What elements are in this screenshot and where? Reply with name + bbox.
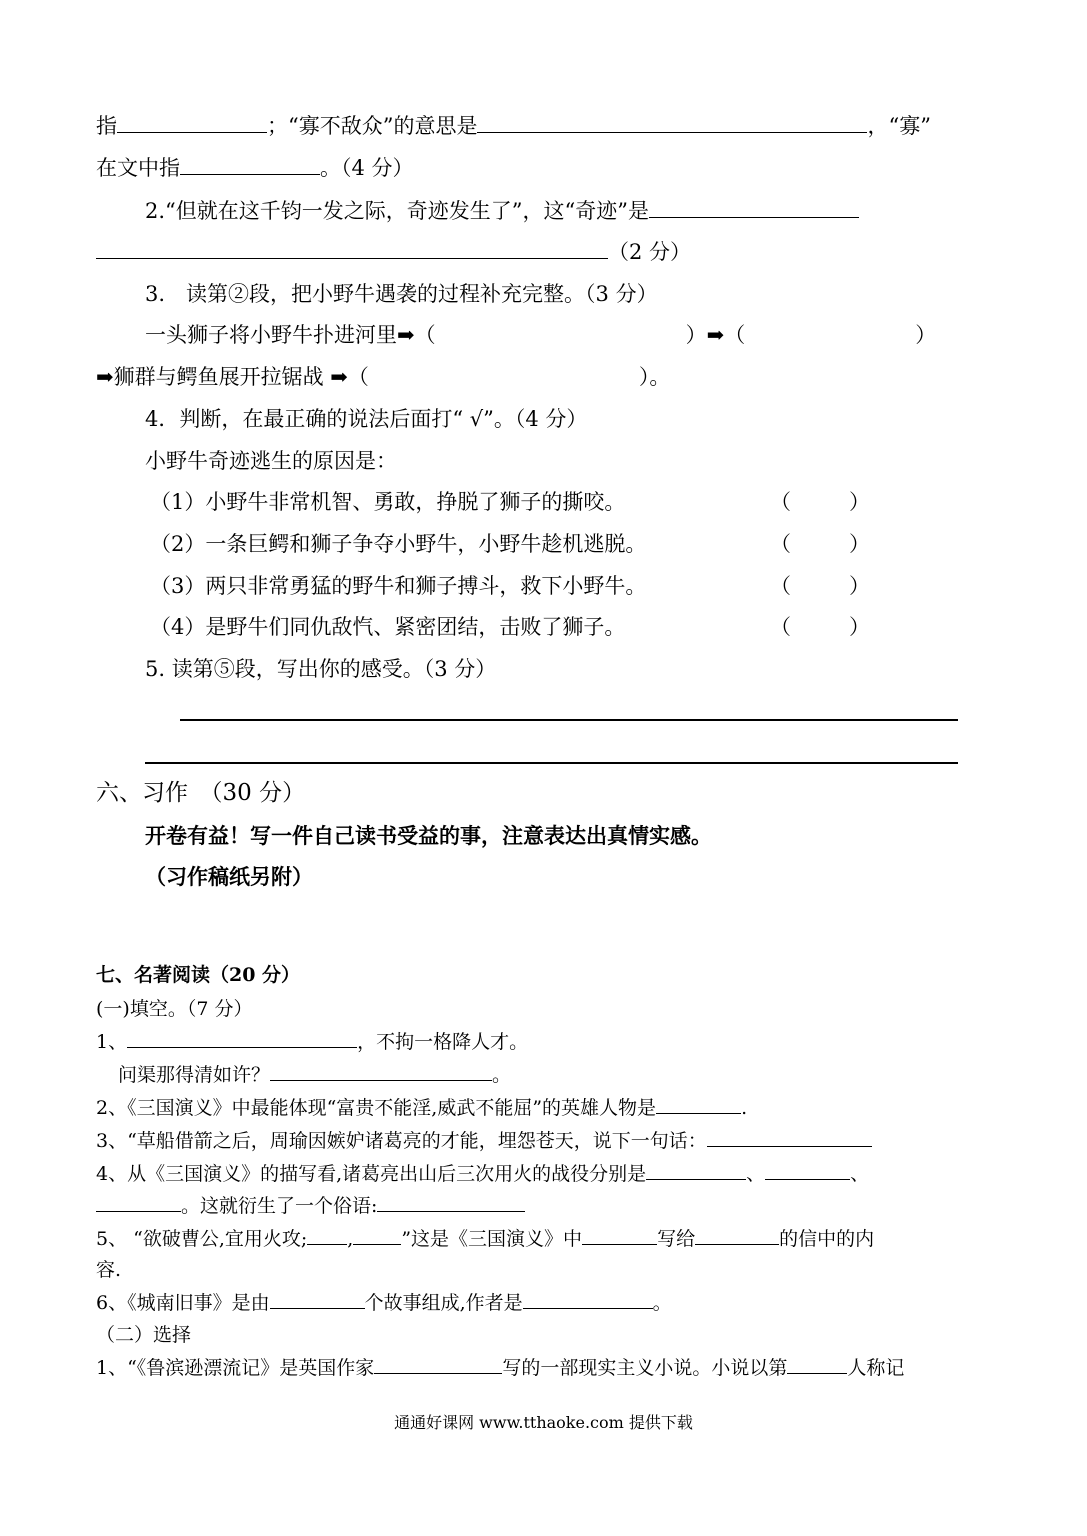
fill-5-text-d: 写给 — [657, 1228, 696, 1250]
q5-title: 5. 读第⑤段，写出你的感受。（3 分） — [145, 657, 497, 681]
paren-close: ） — [849, 615, 870, 639]
choice-1 — [96, 1354, 904, 1382]
fill-5b: 容. — [96, 1259, 122, 1281]
fill-5-text-e: 的信中的内 — [779, 1228, 875, 1250]
q1-blank-3[interactable] — [180, 154, 320, 175]
q4-option-2 — [150, 530, 646, 558]
fill-4 — [96, 1160, 869, 1188]
choice-1-text-a: 1、“《鲁滨逊漂流记》是英国作家 — [96, 1357, 375, 1379]
fill-6 — [96, 1289, 672, 1317]
choice-1-text-c: 人称记 — [847, 1357, 905, 1379]
q1-text-meaning: “寡不敌众”的意思是 — [288, 114, 478, 138]
fill-4b-text: 。这就衍生了一个俗语: — [181, 1195, 378, 1217]
q4-check-4[interactable] — [770, 613, 870, 641]
section7-heading: 七、名著阅读（20 分） — [96, 964, 301, 986]
q3-row2 — [96, 363, 670, 391]
q3-arrow: ）➡（ — [685, 323, 746, 347]
q5-answer-line-1[interactable] — [180, 719, 958, 721]
q4-check-2[interactable] — [770, 530, 870, 558]
q1-semicolon: ； — [267, 114, 288, 138]
fill-1b-text: 问渠那得清如许？ — [118, 1064, 271, 1086]
section6-prompt: 开卷有益！写一件自己读书受益的事，注意表达出真情实感。 — [145, 823, 712, 848]
q4-option-text: （3）两只非常勇猛的野牛和狮子搏斗，救下小野牛。 — [150, 574, 647, 598]
q4-check-3[interactable] — [770, 572, 870, 600]
fill-5-blank-1[interactable] — [307, 1226, 347, 1245]
choice-1-blank-1[interactable] — [374, 1355, 502, 1374]
section7-sub2: （二）选择 — [96, 1324, 192, 1346]
section7-sub1: (一)填空。（7 分） — [96, 998, 253, 1020]
paren-open: （ — [770, 532, 791, 556]
fill-1b-end: 。 — [492, 1064, 512, 1086]
fill-1 — [96, 1028, 528, 1056]
fill-6-blank-2[interactable] — [523, 1290, 653, 1309]
fill-5-blank-3[interactable] — [582, 1226, 657, 1245]
q3-paren-close: ） — [915, 323, 937, 347]
paren-open: （ — [770, 615, 791, 639]
fill-4-blank-1[interactable] — [646, 1161, 746, 1180]
q1-score: 。（4 分） — [320, 156, 414, 180]
q4-title: 4．判断，在最正确的说法后面打“ √”。（4 分） — [145, 407, 588, 431]
q1-line1 — [96, 112, 931, 140]
page-footer: 通通好课网 www.tthaoke.com 提供下载 — [394, 1413, 693, 1432]
q3-title: 3. 读第②段，把小野牛遇袭的过程补充完整。（3 分） — [145, 282, 658, 306]
fill-2-text: 2、《三国演义》中最能体现“富贵不能淫,威武不能屈”的英雄人物是 — [96, 1097, 657, 1119]
q4-option-3 — [150, 572, 646, 600]
fill-4b — [96, 1192, 525, 1220]
fill-2 — [96, 1094, 747, 1122]
fill-6-blank-1[interactable] — [270, 1290, 365, 1309]
q4-option-text: （2）一条巨鳄和狮子争夺小野牛，小野牛趁机逃脱。 — [150, 532, 647, 556]
q2-line2 — [96, 238, 691, 266]
fill-4-sep: 、 — [746, 1163, 766, 1185]
q3-end: ）。 — [638, 365, 671, 389]
fill-4-sep: 、 — [850, 1163, 870, 1185]
q2-blank-2[interactable] — [96, 238, 608, 259]
q2-line1 — [145, 197, 859, 225]
q5-answer-line-2[interactable] — [145, 762, 958, 764]
choice-1-text-b: 写的一部现实主义小说。小说以第 — [502, 1357, 788, 1379]
fill-5-text-a: 5、 “欲破曹公,宜用火攻; — [96, 1228, 308, 1250]
paren-open: （ — [770, 574, 791, 598]
paren-close: ） — [849, 574, 870, 598]
q2-text: 2.“但就在这千钧一发之际，奇迹发生了”，这“奇迹”是 — [145, 199, 649, 223]
q1-text-zaiwen: 在文中指 — [96, 156, 180, 180]
fill-6-text-a: 6、《城南旧事》是由 — [96, 1292, 270, 1314]
paren-close: ） — [849, 490, 870, 514]
q1-line2 — [96, 154, 414, 182]
choice-1-blank-2[interactable] — [787, 1355, 847, 1374]
q4-option-text: （1）小野牛非常机智、勇敢，挣脱了狮子的撕咬。 — [150, 490, 626, 514]
q3-step3: ➡狮群与鳄鱼展开拉锯战 ➡（ — [96, 365, 369, 389]
fill-3-blank[interactable] — [707, 1128, 872, 1147]
fill-4b-blank[interactable] — [377, 1193, 525, 1212]
q4-check-1[interactable] — [770, 488, 870, 516]
fill-1b — [118, 1061, 511, 1089]
q4-option-1 — [150, 488, 625, 516]
q3-step1: 一头狮子将小野牛扑进河里➡（ — [145, 323, 436, 347]
fill-4-blank-2[interactable] — [765, 1161, 850, 1180]
q3-row1 — [145, 321, 936, 349]
fill-4-blank-3[interactable] — [96, 1193, 181, 1212]
q4-option-text: （4）是野牛们同仇敌忾、紧密团结，击败了狮子。 — [150, 615, 626, 639]
fill-5-text-c: ”这是《三国演义》中 — [401, 1228, 583, 1250]
fill-2-blank[interactable] — [656, 1095, 741, 1114]
fill-4-text: 4、从《三国演义》的描写看,诸葛亮出山后三次用火的战役分别是 — [96, 1163, 647, 1185]
fill-6-end: 。 — [652, 1292, 672, 1314]
fill-1-text: ，不拘一格降人才。 — [357, 1031, 529, 1053]
paren-open: （ — [770, 490, 791, 514]
fill-1b-blank[interactable] — [270, 1062, 492, 1081]
fill-3 — [96, 1127, 872, 1155]
paren-close: ） — [849, 532, 870, 556]
fill-6-text-b: 个故事组成,作者是 — [364, 1292, 523, 1314]
q1-blank-1[interactable] — [117, 112, 267, 133]
q1-text-gua: ，“寡” — [867, 114, 931, 138]
section6-heading: 六、习作 （30 分） — [96, 780, 306, 806]
q4-intro: 小野牛奇迹逃生的原因是： — [145, 449, 397, 473]
fill-5-comma: , — [347, 1228, 354, 1250]
fill-5-blank-2[interactable] — [353, 1226, 401, 1245]
fill-2-end: . — [741, 1097, 748, 1119]
q2-blank-1[interactable] — [649, 197, 859, 218]
q1-text-zhi: 指 — [96, 114, 117, 138]
q1-blank-2[interactable] — [477, 112, 867, 133]
fill-5 — [96, 1225, 874, 1253]
fill-1-blank[interactable] — [127, 1029, 357, 1048]
section6-note: （习作稿纸另附） — [145, 864, 313, 889]
q4-option-4 — [150, 613, 625, 641]
fill-1-num: 1、 — [96, 1031, 128, 1053]
fill-5-blank-4[interactable] — [695, 1226, 779, 1245]
q2-score: （2 分） — [608, 240, 692, 264]
fill-3-text: 3、“草船借箭之后，周瑜因嫉妒诸葛亮的才能，埋怨苍天，说下一句话： — [96, 1130, 707, 1152]
